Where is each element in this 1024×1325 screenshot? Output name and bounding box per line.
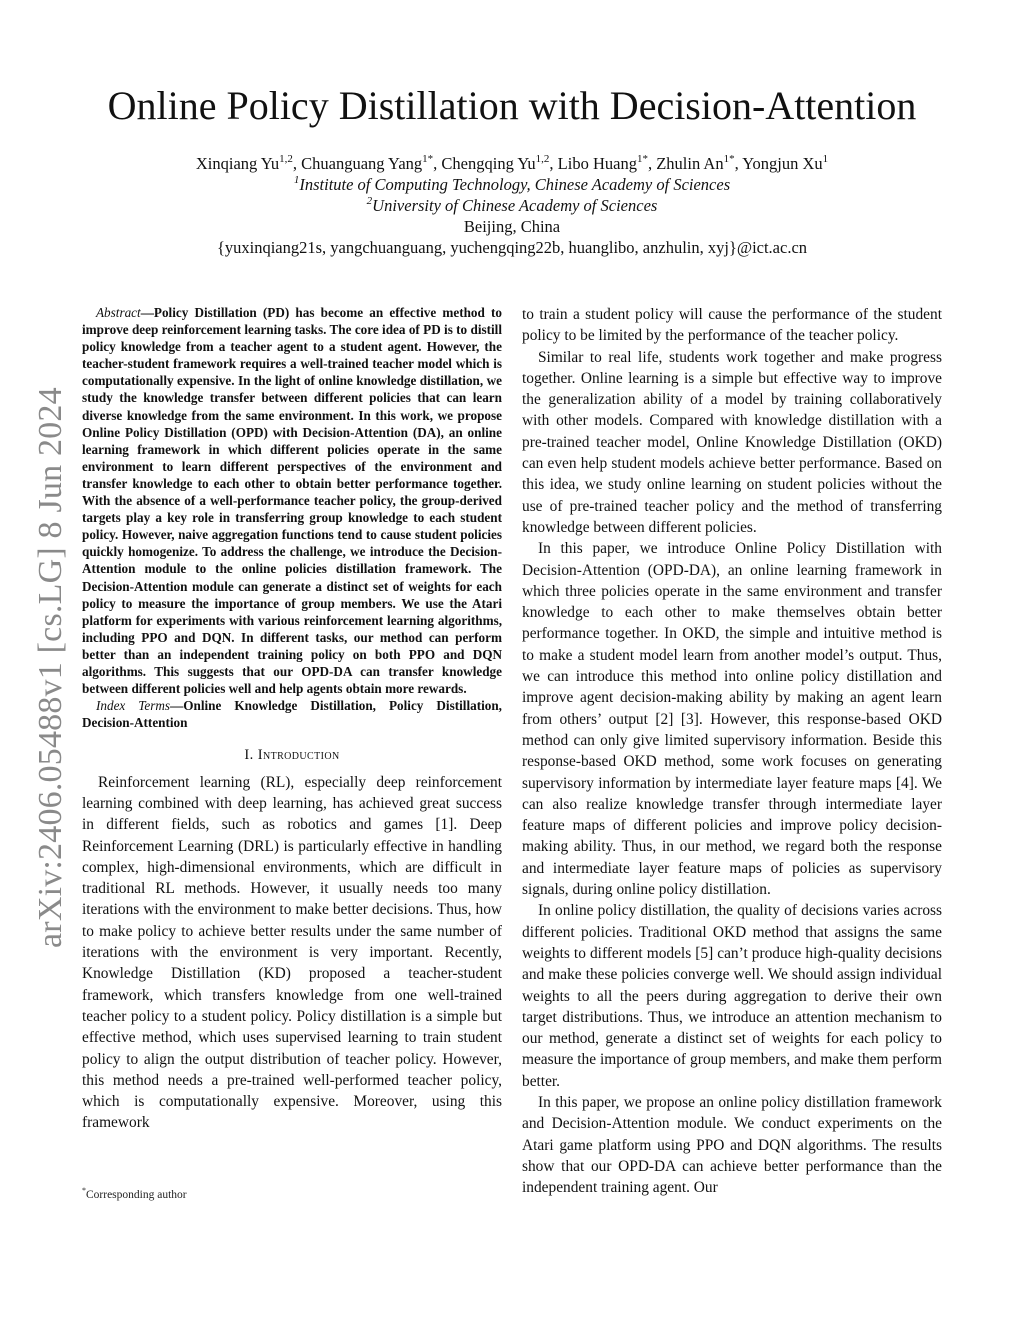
abstract-label: Abstract [96,305,141,320]
arxiv-side-stamp [26,368,70,948]
footnote [82,1186,187,1201]
author-affiliation-mark: 1* [422,152,434,165]
body-paragraph: In online policy distillation, the quality of decisions varies across different policies. Traditional OKD method that assigns the same weights to different models [5] can’t produce high-quality decisions and make these policies converge well. We should assign individual weights to all the peers during aggregation to derive their own target distributions. Thus, we introduce an attention mechanism to our method, generate a distinct set of weights for each policy to measure the importance of group members, and make them perform better. [522,902,942,1090]
author-name: Chuanguang Yang [301,154,423,173]
abstract-text: —Policy Distillation (PD) has become an effective method to improve deep reinforcement learning tasks. The core idea of PD is to distill policy knowledge from a teacher agent to a student agent. However, the teacher-student framework requires a well-trained teacher model which is computationally expensive. In the light of online knowledge distillation, we study the knowledge transfer between different policies that can learn diverse knowledge from the same environment. In this work, we propose Online Policy Distillation (OPD) with Decision-Attention (DA), an online learning framework in which different policies operate in the same environment to learn different perspectives of the environment and transfer knowledge to each other to obtain better performance together. With the absence of a well-performance teacher policy, the group-derived targets play a key role in transferring group knowledge to each student policy. However, naive aggregation functions tend to cause student policies quickly homogenize. To address the challenge, we introduce the Decision-Attention module to the online policies distillation framework. The Decision-Attention module can generate a distinct set of weights for each policy to measure the importance of group members. We use the Atari platform for experiments with various reinforcement learning algorithms, including PPO and DQN. In different tasks, our method can perform better than an independent training policy on both PPO and DQN algorithms. This suggests that our OPD-DA can transfer knowledge between different policies well and help agents obtain more rewards. [82,305,502,697]
author-emails: {yuxinqiang21s, yangchuanguang, yuchengqing22b, huanglibo, anzhulin, xyj}@ict.ac.cn [216,238,808,257]
body-paragraph: In this paper, we propose an online policy distillation framework and Decision-Attention module. We conduct experiments on the Atari game platform using PPO and DQN algorithms. The results show that our OPD-DA can achieve better performance than the independent training agent. Our [522,1093,942,1197]
index-terms [82,697,502,731]
left-column [82,304,502,1134]
body-paragraph: Similar to real life, students work together and make progress together. Online learning is a simple but effective way to improve the generalization ability of a model by training collaboratively with other models. Compared with knowledge distillation with a pre-trained teacher model, Online Knowledge Distillation (OKD) can even help student models achieve better performance. Based on this idea, we study online learning on student policies without the use of pre-trained teacher policy and the method of transferring knowledge between different policies. [522,348,942,536]
author-name: Chengqing Yu [441,154,536,173]
author-list: Xinqiang Yu$^{1,2}$, Chuanguang Yang$^{1*}$, Chengqing Yu$^{1,2}$, Libo Huang$^{1*}$, Zhulin $An^{1*}$, Yongjun Xu$^1$ [195,152,829,173]
location: Beijing, China [463,217,561,236]
section-title: Introduction [257,747,340,764]
author-name: Zhulin An [656,154,724,173]
footnote-text: Corresponding author [86,1188,187,1201]
index-terms-text: —Online Knowledge Distillation, Policy Distillation, Decision-Attention [82,698,502,731]
affiliation-text: Institute of Computing Technology, Chinese Academy of Sciences [299,175,731,194]
affiliation-mark: 2 [366,194,373,207]
author-name: Yongjun Xu [742,154,823,173]
author-name: Xinqiang Yu [195,154,280,173]
author-affiliation-mark: 1* [636,152,648,165]
paper-title: Online Policy Distillation with Decision-Attention [107,83,917,128]
affiliation-mark: 1 [293,173,300,186]
section-number: I. [244,747,254,764]
footnote-mark: * [82,1186,86,1195]
index-terms-label: Index Terms [96,698,171,714]
affiliation-text: University of Chinese Academy of Sciences [372,196,658,215]
author-block [0,153,1024,258]
author-affiliation-mark: 1 [822,152,829,165]
affiliation-2 [0,195,1024,216]
author-name: Libo Huang [557,154,637,173]
affiliation-1 [0,174,1024,195]
intro-paragraph: Reinforcement learning (RL), especially deep reinforcement learning combined with deep learning, has achieved great success in different fields, such as robotics and games [1]. Deep Reinforcement Learning (DRL) is particularly effective in handling complex, high-dimensional environments, which are difficult in traditional RL methods. However, it usually needs too many iterations with the environment to make better decisions. Thus, how to make policy to achieve better results under the same number of iterations with the environment is very important. Recently, Knowledge Distillation (KD) proposed a teacher-student framework, which transfers knowledge from one well-trained teacher policy to a student policy. Policy distillation is a simple but effective method, which uses supervised learning to train student policy to align the output distribution of teacher policy. However, this method needs a pre-trained well-performed teacher policy, which is computationally expensive. Moreover, using this framework [82,773,502,1132]
author-affiliation-mark: 1* [723,152,735,165]
right-column [522,304,942,1198]
paragraph-continuation: to train a student policy will cause the performance of the student policy to be limited by the performance of the teacher policy. [522,306,942,345]
arxiv-identifier: arXiv:2406.05488v1 [cs.LG] 8 Jun 2024 [32,387,69,948]
author-affiliation-mark: 1,2 [279,152,293,165]
section-heading [82,745,502,766]
body-paragraph: In this paper, we introduce Online Policy Distillation with Decision-Attention (OPD-DA), an online learning framework in which three policies operate in the same environment and transfer knowledge to each other to make themselves obtain better performance together. In OKD, the simple and intuitive method is to make a student model learn from another model’s output. Thus, we can introduce this method into online policy distillation and improve agent decision-making ability by making an agent learn from others’ output [2] [3]. However, this response-based OKD method can only give limited supervisory information. Beside this response-based OKD method, some work focuses on generating supervisory information by intermediate layer feature maps [4]. We can also realize knowledge transfer through intermediate layer feature maps of different policies and improve policy decision-making ability. Thus, in our method, we regard both the response and intermediate layer feature maps of policies as supervisory signals, during online policy distillation. [522,540,942,899]
abstract [82,304,502,697]
author-affiliation-mark: 1,2 [535,152,550,165]
